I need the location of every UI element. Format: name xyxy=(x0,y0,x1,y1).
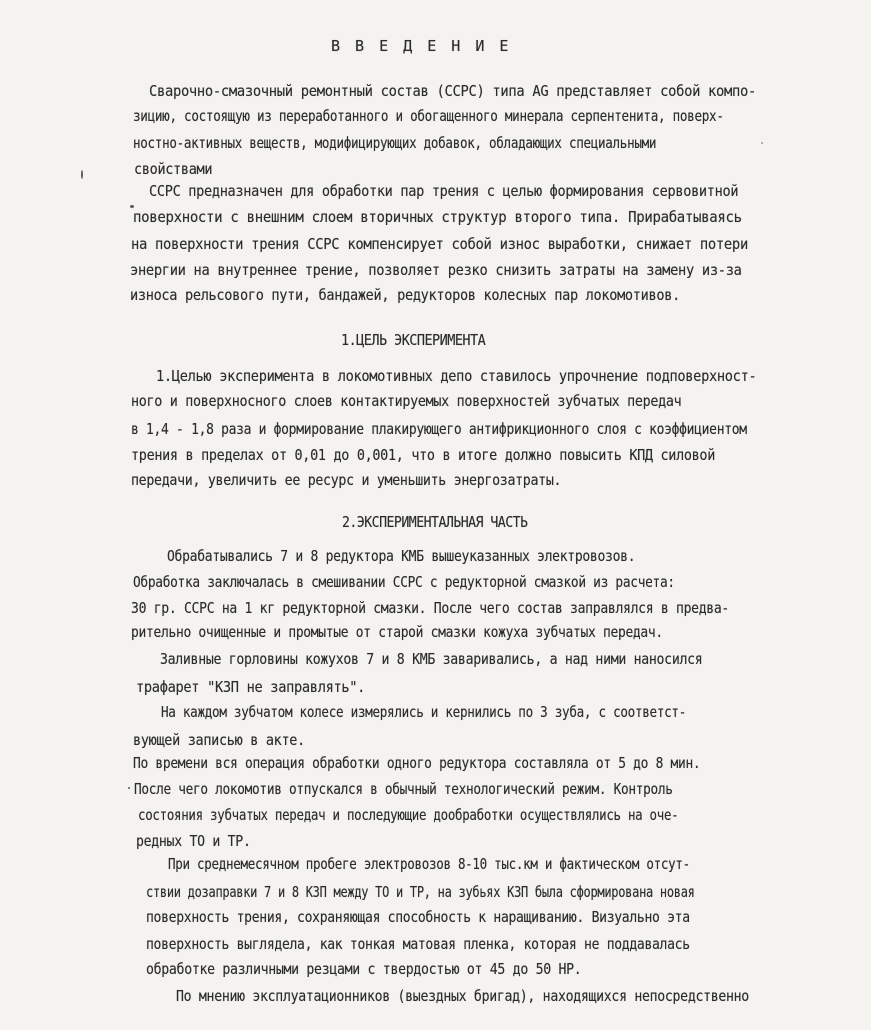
section1-line-5: передачи, увеличить ее ресурс и уменьшить энергозатраты. xyxy=(131,471,562,489)
intro-heading: В В Е Д Е Н И Е xyxy=(331,37,512,55)
section2-p3-line-3: По времени вся операция обработки одного редуктора составляла от 5 до 8 мин. xyxy=(133,754,701,772)
section2-p4-line-3: поверхность трения, сохраняющая способность к наращиванию. Визуально эта xyxy=(146,908,690,926)
section2-p3-line-5: состояния зубчатых передач и последующие дообработки осуществлялись на оче- xyxy=(138,806,679,824)
intro-p2-line-1: ССРС предназначен для обработки пар трения с целью формирования сервовитной xyxy=(149,182,739,200)
intro-p1-line-1: Сварочно-смазочный ремонтный состав (ССРС) типа AG представляет собой компо- xyxy=(149,82,756,100)
section2-p2-line-2: трафарет "КЗП не заправлять". xyxy=(136,678,366,696)
section2-p3-line-4: После чего локомотив отпускался в обычный технологический режим. Контроль xyxy=(134,780,673,798)
scan-speck xyxy=(81,170,83,179)
section2-p3-line-1: На каждом зубчатом колесе измерялись и кернились по 3 зуба, с соответст- xyxy=(161,703,687,721)
section1-line-4: трения в пределах от 0,01 до 0,001, что в итоге должно повысить КПД силовой xyxy=(131,446,716,464)
intro-p1-line-2: зицию, состоящую из переработанного и обогащенного минерала серпентенита, поверх- xyxy=(133,107,724,125)
section2-p4-line-5: обработке различными резцами с твердостью от 45 до 50 HP. xyxy=(146,960,582,978)
intro-p1-line-4: свойствами xyxy=(134,160,213,178)
intro-p2-line-3: на поверхности трения ССРС компенсирует собой износ выработки, снижает потери xyxy=(131,235,748,253)
section2-p2-line-1: Заливные горловины кожухов 7 и 8 КМБ заваривались, а над ними наносился xyxy=(160,650,703,668)
section1-line-2: ного и поверхносного слоев контактируемых поверхностей зубчатых передач xyxy=(131,392,682,410)
section2-p1-line-3: 30 гр. ССРС на 1 кг редукторной смазки. После чего состав заправлялся в предва- xyxy=(131,599,730,617)
section2-heading: 2.ЭКСПЕРИМЕНТАЛЬНАЯ ЧАСТЬ xyxy=(342,513,528,531)
section2-p5-line-1: По мнению эксплуатационников (выездных бригад), находящихся непосредственно xyxy=(176,987,749,1005)
scan-speck xyxy=(128,787,130,789)
section2-p3-line-2: вующей записью в акте. xyxy=(133,731,305,749)
section2-p1-line-2: Обработка заключалась в смешивании ССРС с редукторной смазкой из расчета: xyxy=(133,573,675,591)
section1-line-3: в 1,4 - 1,8 раза и формирование плакирующего антифрикционного слоя с коэффициентом xyxy=(131,420,747,438)
section2-p4-line-1: При среднемесячном пробеге электровозов 8-10 тыс.км и фактическом отсут- xyxy=(168,855,690,873)
scan-speck xyxy=(761,142,763,144)
intro-p1-line-3: ностно-активных веществ, модифицирующих добавок, обладающих специальными xyxy=(133,134,657,152)
section2-p3-line-6: редных ТО и ТР. xyxy=(136,832,251,850)
intro-p2-line-4: энергии на внутреннее трение, позволяет резко снизить затраты на замену из-за xyxy=(130,261,742,279)
section1-line-1: 1.Целью эксперимента в локомотивных депо ставилось упрочнение подповерхност- xyxy=(156,367,757,385)
scan-speck xyxy=(130,205,134,208)
intro-p2-line-2: поверхности с внешним слоем вторичных структур второго типа. Прирабатываясь xyxy=(133,208,742,226)
section2-p4-line-2: ствии дозаправки 7 и 8 КЗП между ТО и ТР, на зубьях КЗП была сформирована новая xyxy=(146,883,695,901)
intro-p2-line-5: износа рельсового пути, бандажей, редукторов колесных пар локомотивов. xyxy=(130,286,680,304)
section2-p4-line-4: поверхность выглядела, как тонкая матовая пленка, которая не поддавалась xyxy=(146,935,690,953)
section1-heading: 1.ЦЕЛЬ ЭКСПЕРИМЕНТА xyxy=(341,331,486,349)
section2-p1-line-1: Обрабатывались 7 и 8 редуктора КМБ вышеуказанных электровозов. xyxy=(167,547,636,565)
section2-p1-line-4: рительно очищенные и промытые от старой смазки кожуха зубчатых передач. xyxy=(131,623,663,641)
